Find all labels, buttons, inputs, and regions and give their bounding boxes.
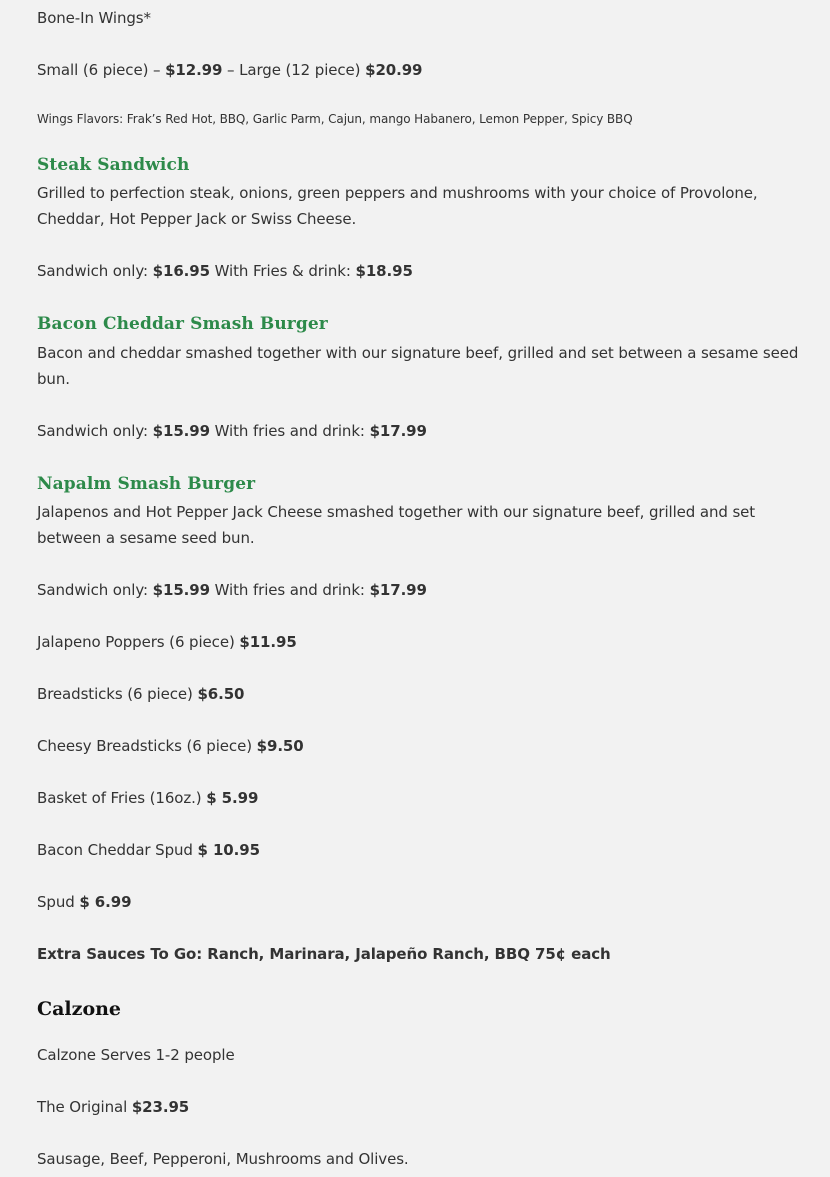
napalm-only-price: $15.99 [152, 581, 210, 599]
calzone-section-heading: Calzone [37, 998, 122, 1020]
side-item-price: $ 5.99 [206, 789, 259, 807]
side-item-label: Jalapeno Poppers (6 piece) [37, 633, 235, 651]
napalm-burger-price-line [37, 577, 427, 603]
side-item-price: $ 10.95 [197, 841, 260, 859]
side-item-bacon-cheddar-spud [37, 837, 260, 863]
bacon-cheddar-burger-heading: Bacon Cheddar Smash Burger [37, 314, 328, 334]
bacon-cheddar-burger-price-line [37, 418, 427, 444]
side-item-price: $9.50 [256, 737, 304, 755]
steak-only-label: Sandwich only: [37, 262, 148, 280]
wings-price-line [37, 57, 422, 83]
bacon-only-label: Sandwich only: [37, 422, 148, 440]
calzone-original-label: The Original [37, 1098, 128, 1116]
bacon-combo-price: $17.99 [369, 422, 427, 440]
side-item-price: $11.95 [239, 633, 297, 651]
side-item-label: Bacon Cheddar Spud [37, 841, 193, 859]
bacon-combo-label: With fries and drink: [214, 422, 365, 440]
side-item-label: Spud [37, 893, 75, 911]
steak-combo-label: With Fries & drink: [214, 262, 351, 280]
side-item-jalapeno-poppers [37, 629, 297, 655]
wings-large-label: – Large (12 piece) [227, 61, 361, 79]
bacon-cheddar-burger-description: Bacon and cheddar smashed together with our signature beef, grilled and set between a sesame seed bun. [37, 344, 799, 388]
wings-large-price: $20.99 [365, 61, 423, 79]
wings-small-label: Small (6 piece) – [37, 61, 161, 79]
steak-sandwich-description: Grilled to perfection steak, onions, green peppers and mushrooms with your choice of Provolone, Cheddar, Hot Pepper Jack or Swiss Cheese. [37, 184, 758, 228]
side-item-label: Basket of Fries (16oz.) [37, 789, 202, 807]
napalm-burger-heading: Napalm Smash Burger [37, 474, 256, 494]
side-item-price: $ 6.99 [79, 893, 132, 911]
side-item-price: $6.50 [197, 685, 245, 703]
steak-sandwich-heading: Steak Sandwich [37, 155, 190, 175]
calzone-serves-note: Calzone Serves 1-2 people [37, 1046, 235, 1064]
steak-combo-price: $18.95 [355, 262, 413, 280]
side-item-breadsticks [37, 681, 244, 707]
calzone-original-description: Sausage, Beef, Pepperoni, Mushrooms and Olives. [37, 1150, 409, 1168]
side-item-spud [37, 889, 131, 915]
side-item-label: Breadsticks (6 piece) [37, 685, 193, 703]
calzone-original-price: $23.95 [131, 1098, 190, 1116]
napalm-burger-description: Jalapenos and Hot Pepper Jack Cheese smashed together with our signature beef, grilled and set between a sesame seed bun. [37, 503, 756, 547]
wings-small-price: $12.99 [165, 61, 223, 79]
wings-title: Bone-In Wings* [37, 9, 151, 27]
napalm-combo-label: With fries and drink: [214, 581, 365, 599]
calzone-original-price-line [37, 1094, 189, 1120]
steak-sandwich-price-line [37, 258, 413, 284]
wings-flavors: Wings Flavors: Frak’s Red Hot, BBQ, Garlic Parm, Cajun, mango Habanero, Lemon Pepper, Spicy BBQ [37, 112, 633, 126]
side-item-cheesy-breadsticks [37, 733, 304, 759]
side-item-label: Cheesy Breadsticks (6 piece) [37, 737, 252, 755]
extra-sauces-note: Extra Sauces To Go: Ranch, Marinara, Jalapeño Ranch, BBQ 75¢ each [37, 945, 611, 963]
side-item-basket-of-fries [37, 785, 258, 811]
bacon-only-price: $15.99 [152, 422, 210, 440]
napalm-only-label: Sandwich only: [37, 581, 148, 599]
napalm-combo-price: $17.99 [369, 581, 427, 599]
steak-only-price: $16.95 [152, 262, 210, 280]
